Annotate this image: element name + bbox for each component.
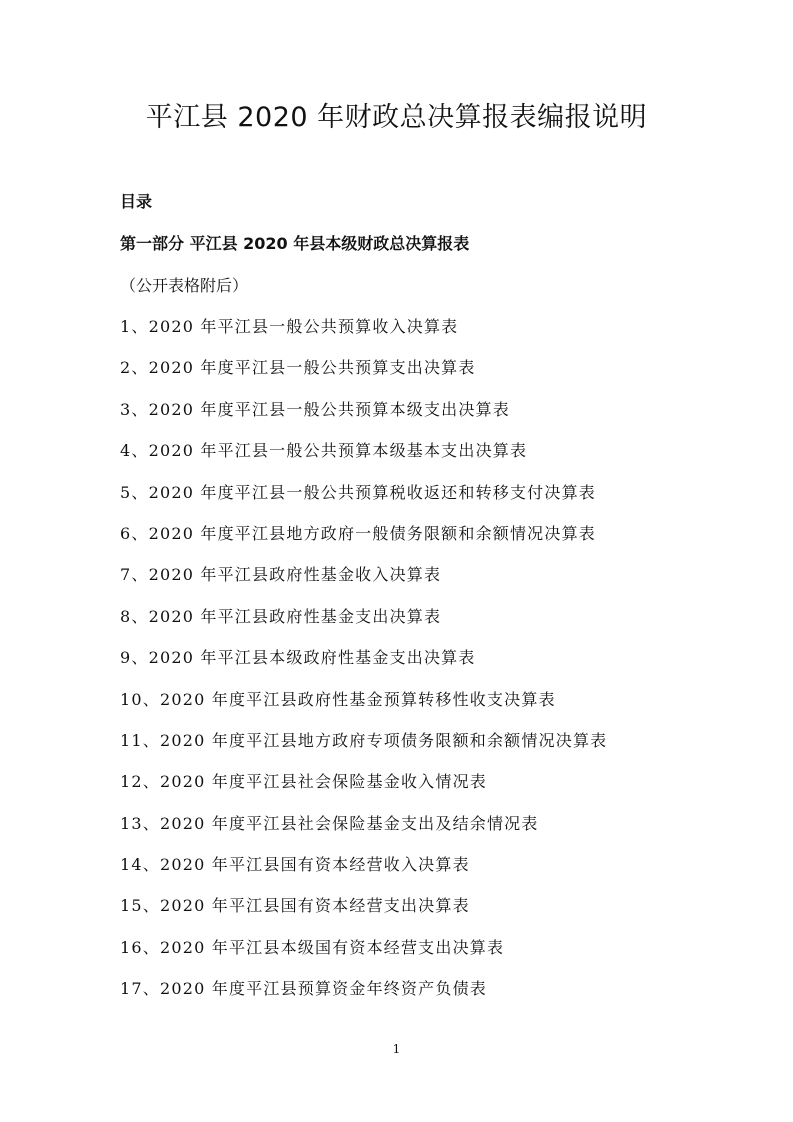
toc-item: 17、2020 年度平江县预算资金年终资产负债表 xyxy=(120,979,487,999)
toc-item: 15、2020 年平江县国有资本经营支出决算表 xyxy=(120,896,470,916)
toc-item: 11、2020 年度平江县地方政府专项债务限额和余额情况决算表 xyxy=(120,730,608,750)
toc-item: 8、2020 年平江县政府性基金支出决算表 xyxy=(120,606,442,626)
toc-list xyxy=(120,314,607,1018)
toc-item: 10、2020 年度平江县政府性基金预算转移性收支决算表 xyxy=(120,689,556,709)
toc-heading: 目录 xyxy=(120,192,153,211)
toc-item: 3、2020 年度平江县一般公共预算本级支出决算表 xyxy=(120,399,510,419)
toc-item: 1、2020 年平江县一般公共预算收入决算表 xyxy=(120,317,459,336)
toc-item: 13、2020 年度平江县社会保险基金支出及结余情况表 xyxy=(120,813,539,833)
toc-item: 16、2020 年平江县本级国有资本经营支出决算表 xyxy=(120,937,505,957)
toc-item: 12、2020 年度平江县社会保险基金收入情况表 xyxy=(120,772,487,792)
page-number: 1 xyxy=(392,1042,401,1056)
part-one-heading: 第一部分 平江县 2020 年县本级财政总决算报表 xyxy=(120,234,470,253)
toc-item: 4、2020 年平江县一般公共预算本级基本支出决算表 xyxy=(120,441,528,461)
attachment-note: （公开表格附后） xyxy=(120,276,249,295)
toc-item: 5、2020 年度平江县一般公共预算税收返还和转移支付决算表 xyxy=(120,482,596,502)
toc-item: 7、2020 年平江县政府性基金收入决算表 xyxy=(120,565,442,585)
toc-item: 2、2020 年度平江县一般公共预算支出决算表 xyxy=(120,358,476,378)
toc-item: 14、2020 年平江县国有资本经营收入决算表 xyxy=(120,855,470,875)
toc-item: 9、2020 年平江县本级政府性基金支出决算表 xyxy=(120,648,476,668)
document-title: 平江县 2020 年财政总决算报表编报说明 xyxy=(145,102,648,133)
toc-item: 6、2020 年度平江县地方政府一般债务限额和余额情况决算表 xyxy=(120,523,596,543)
